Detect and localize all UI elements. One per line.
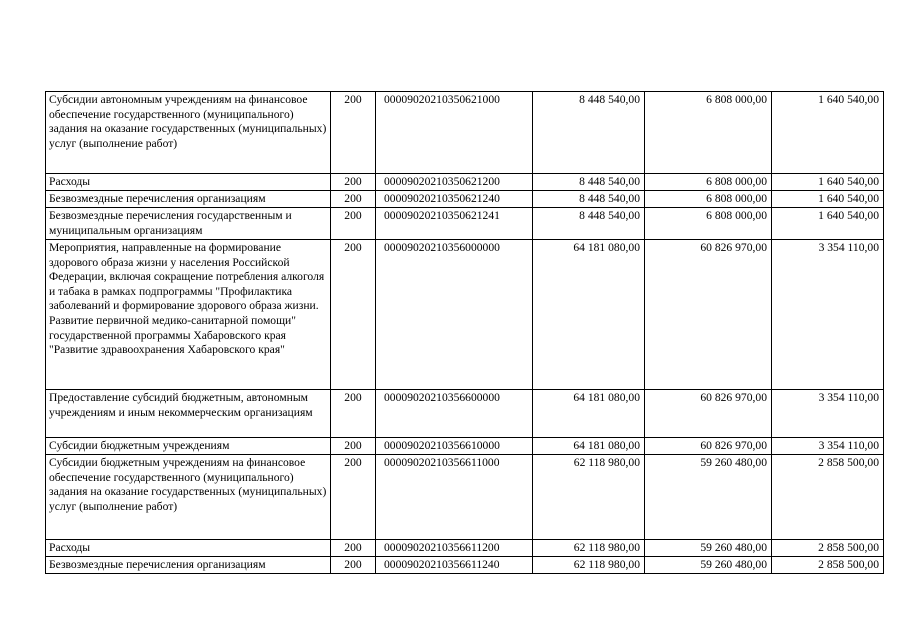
unexecuted-amount-cell: 3 354 110,00 — [772, 390, 884, 438]
budget-classification-code-cell: 00009020210350621240 — [376, 191, 533, 208]
table-row — [46, 240, 884, 390]
table-row — [46, 390, 884, 438]
executed-amount-cell: 6 808 000,00 — [645, 174, 772, 191]
row-name-cell: Предоставление субсидий бюджетным, автономным учреждениям и иным некоммерческим организациям — [46, 390, 331, 438]
row-name-cell: Расходы — [46, 540, 331, 557]
budget-document-page — [45, 91, 884, 574]
row-name-cell: Расходы — [46, 174, 331, 191]
row-name-cell: Мероприятия, направленные на формирование здорового образа жизни у населения Российской Федерации, включая сокращение потребления алкоголя и табака в рамках подпрограммы "Профилактика заболеваний и формирование здорового образа жизни. Развитие первичной медико-санитарной помощи" государственной программы Хабаровского края "Развитие здравоохранения Хабаровского края" — [46, 240, 331, 390]
executed-amount-cell: 6 808 000,00 — [645, 208, 772, 240]
row-name-cell: Субсидии бюджетным учреждениям на финансовое обеспечение государственного (муниципального) задания на оказание государственных (муниципальных) услуг (выполнение работ) — [46, 455, 331, 540]
unexecuted-amount-cell: 1 640 540,00 — [772, 174, 884, 191]
approved-amount-cell: 62 118 980,00 — [533, 557, 645, 574]
budget-classification-code-cell: 00009020210356611240 — [376, 557, 533, 574]
table-row — [46, 208, 884, 240]
line-code-cell: 200 — [331, 540, 376, 557]
budget-classification-code-cell: 00009020210350621241 — [376, 208, 533, 240]
budget-classification-code-cell: 00009020210350621200 — [376, 174, 533, 191]
approved-amount-cell: 64 181 080,00 — [533, 240, 645, 390]
executed-amount-cell: 60 826 970,00 — [645, 390, 772, 438]
budget-classification-code-cell: 00009020210356610000 — [376, 438, 533, 455]
table-row — [46, 92, 884, 174]
executed-amount-cell: 59 260 480,00 — [645, 455, 772, 540]
line-code-cell: 200 — [331, 438, 376, 455]
approved-amount-cell: 64 181 080,00 — [533, 390, 645, 438]
executed-amount-cell: 6 808 000,00 — [645, 92, 772, 174]
line-code-cell: 200 — [331, 455, 376, 540]
unexecuted-amount-cell: 2 858 500,00 — [772, 557, 884, 574]
table-row — [46, 455, 884, 540]
approved-amount-cell: 8 448 540,00 — [533, 92, 645, 174]
table-row — [46, 438, 884, 455]
row-name-cell: Безвозмездные перечисления организациям — [46, 191, 331, 208]
unexecuted-amount-cell: 3 354 110,00 — [772, 438, 884, 455]
table-row — [46, 191, 884, 208]
line-code-cell: 200 — [331, 240, 376, 390]
executed-amount-cell: 60 826 970,00 — [645, 240, 772, 390]
table-row — [46, 557, 884, 574]
unexecuted-amount-cell: 1 640 540,00 — [772, 208, 884, 240]
line-code-cell: 200 — [331, 557, 376, 574]
executed-amount-cell: 6 808 000,00 — [645, 191, 772, 208]
approved-amount-cell: 62 118 980,00 — [533, 540, 645, 557]
executed-amount-cell: 59 260 480,00 — [645, 540, 772, 557]
line-code-cell: 200 — [331, 390, 376, 438]
table-row — [46, 540, 884, 557]
budget-classification-code-cell: 00009020210350621000 — [376, 92, 533, 174]
row-name-cell: Безвозмездные перечисления организациям — [46, 557, 331, 574]
unexecuted-amount-cell: 2 858 500,00 — [772, 540, 884, 557]
budget-classification-code-cell: 00009020210356000000 — [376, 240, 533, 390]
row-name-cell: Субсидии автономным учреждениям на финансовое обеспечение государственного (муниципального) задания на оказание государственных (муниципальных) услуг (выполнение работ) — [46, 92, 331, 174]
row-name-cell: Безвозмездные перечисления государственным и муниципальным организациям — [46, 208, 331, 240]
unexecuted-amount-cell: 2 858 500,00 — [772, 455, 884, 540]
row-name-cell: Субсидии бюджетным учреждениям — [46, 438, 331, 455]
unexecuted-amount-cell: 1 640 540,00 — [772, 92, 884, 174]
line-code-cell: 200 — [331, 92, 376, 174]
approved-amount-cell: 64 181 080,00 — [533, 438, 645, 455]
line-code-cell: 200 — [331, 174, 376, 191]
line-code-cell: 200 — [331, 208, 376, 240]
line-code-cell: 200 — [331, 191, 376, 208]
approved-amount-cell: 8 448 540,00 — [533, 208, 645, 240]
executed-amount-cell: 60 826 970,00 — [645, 438, 772, 455]
approved-amount-cell: 62 118 980,00 — [533, 455, 645, 540]
budget-classification-code-cell: 00009020210356600000 — [376, 390, 533, 438]
table-row — [46, 174, 884, 191]
executed-amount-cell: 59 260 480,00 — [645, 557, 772, 574]
approved-amount-cell: 8 448 540,00 — [533, 174, 645, 191]
budget-classification-code-cell: 00009020210356611200 — [376, 540, 533, 557]
unexecuted-amount-cell: 1 640 540,00 — [772, 191, 884, 208]
budget-classification-code-cell: 00009020210356611000 — [376, 455, 533, 540]
budget-execution-table — [45, 91, 884, 574]
unexecuted-amount-cell: 3 354 110,00 — [772, 240, 884, 390]
approved-amount-cell: 8 448 540,00 — [533, 191, 645, 208]
